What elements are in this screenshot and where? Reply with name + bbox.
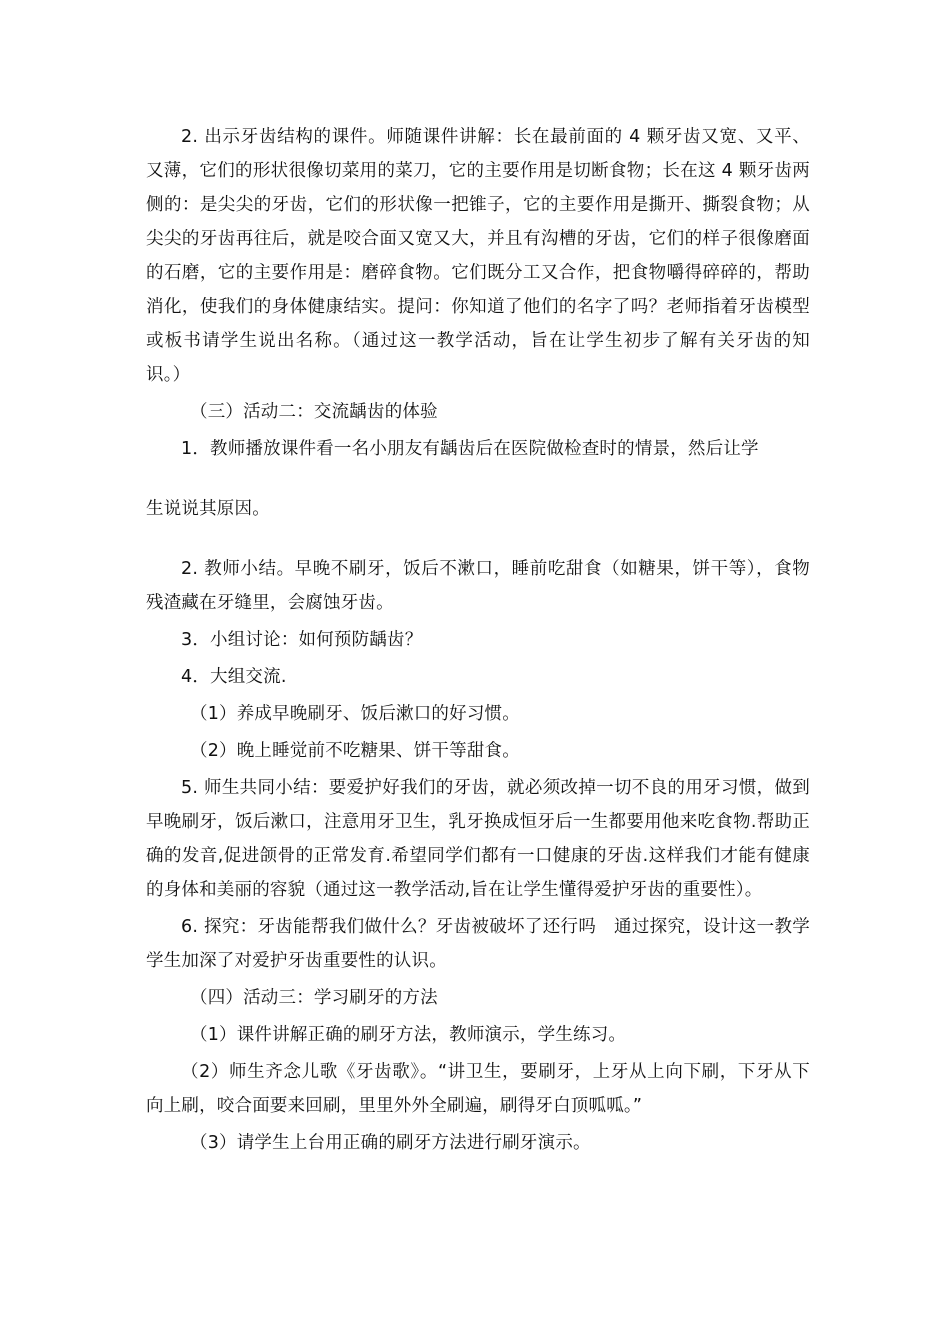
list-item-habit-two: （2）晚上睡觉前不吃糖果、饼干等甜食。: [190, 741, 520, 761]
paragraph-tooth-structure: 2. 出示牙齿结构的课件。师随课件讲解：长在最前面的 4 颗牙齿又宽、又平、又薄，它们的形状很像切菜用的菜刀，它的主要作用是切断食物；长在这 4 颗牙齿两侧的：是尖尖的牙齿，它们的形状像一把锥子，它的主要作用是撕开、撕裂食物；从尖尖的牙齿再往后，就是咬合面又宽又大，并且有沟槽的牙齿，它们的样子很像磨面的石磨，它的主要作用是：磨碎食物。它们既分工又合作，把食物嚼得碎碎的，帮助消化，使我们的身体健康结实。提问：你知道了他们的名字了吗？老师指着牙齿模型或板书请学生说出名称。（通过这一教学活动，旨在让学生初步了解有关牙齿的知识。）: [146, 127, 810, 385]
paragraph-joint-summary: 5. 师生共同小结：要爱护好我们的牙齿，就必须改掉一切不良的用牙习惯，做到早晚刷牙，饭后漱口，注意用牙卫生，乳牙换成恒牙后一生都要用他来吃食物.帮助正确的发音,促进颌骨的正常发育.希望同学们都有一口健康的牙齿.这样我们才能有健康的身体和美丽的容貌（通过这一教学活动,旨在让学生懂得爱护牙齿的重要性）。: [146, 778, 810, 900]
paragraph-group-discussion: 3．小组讨论：如何预防龋齿？: [181, 630, 423, 650]
list-item-student-demo: （3）请学生上台用正确的刷牙方法进行刷牙演示。: [190, 1133, 591, 1153]
paragraph-video-checkup: 1．教师播放课件看一名小朋友有龋齿后在医院做检查时的情景，然后让学: [181, 439, 759, 459]
heading-activity-two: （三）活动二：交流龋齿的体验: [190, 402, 438, 422]
list-item-tooth-song: （2）师生齐念儿歌《牙齿歌》。“讲卫生，要刷牙，上牙从上向下刷，下牙从下向上刷，咬合面要来回刷，里里外外全刷遍，刷得牙白顶呱呱。”: [146, 1062, 810, 1116]
document-body: [146, 120, 810, 1163]
paragraph-discuss-cause: 生说说其原因。: [146, 499, 270, 519]
paragraph-class-exchange: 4．大组交流.: [181, 667, 287, 687]
heading-activity-three: （四）活动三：学习刷牙的方法: [190, 988, 438, 1008]
list-item-brushing-demo: （1）课件讲解正确的刷牙方法，教师演示，学生练习。: [190, 1025, 627, 1045]
list-item-habit-one: （1）养成早晚刷牙、饭后漱口的好习惯。: [190, 704, 520, 724]
paragraph-exploration: 6. 探究：牙齿能帮我们做什么？牙齿被破坏了还行吗 通过探究，设计这一教学学生加深了对爱护牙齿重要性的认识。: [146, 917, 810, 971]
paragraph-teacher-summary: 2. 教师小结。早晚不刷牙，饭后不漱口，睡前吃甜食（如糖果，饼干等），食物残渣藏在牙缝里，会腐蚀牙齿。: [146, 559, 810, 613]
